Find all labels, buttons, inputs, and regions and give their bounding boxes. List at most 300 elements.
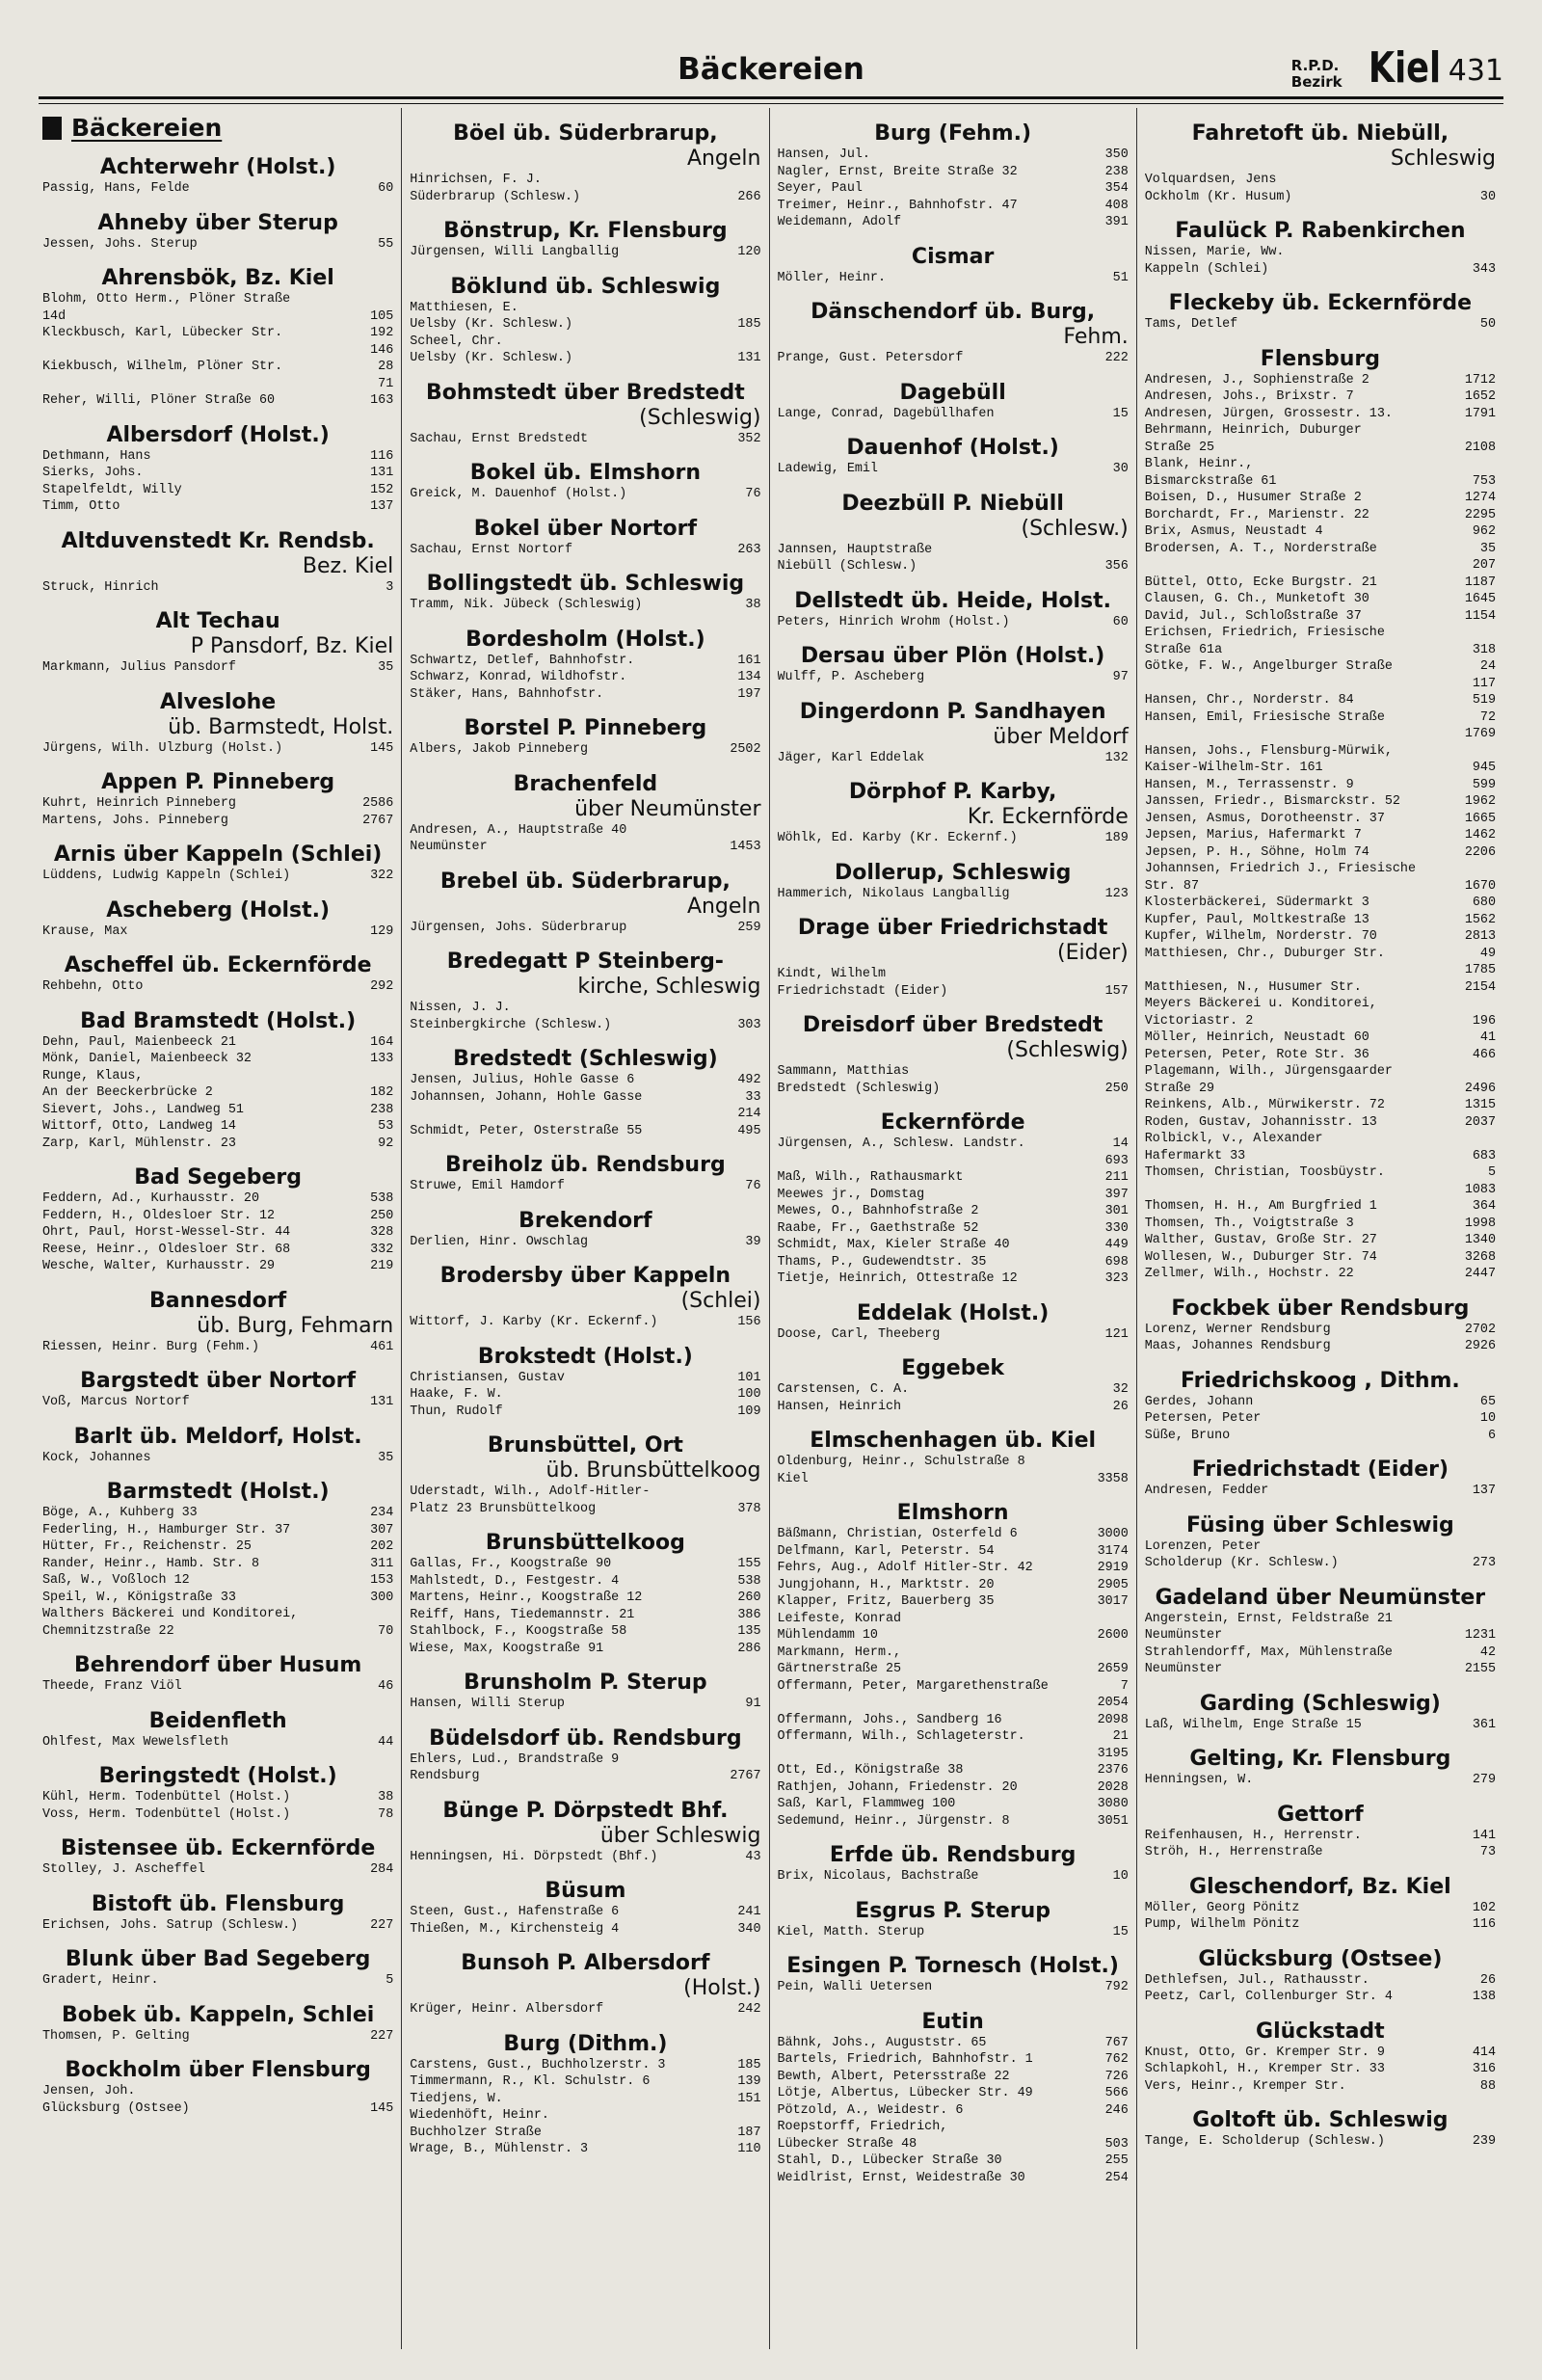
phone-number: 495 xyxy=(737,1123,761,1138)
phone-number: 316 xyxy=(1472,2062,1496,2076)
place-heading-line: Ascheffel üb. Eckernförde xyxy=(64,953,372,977)
place-heading xyxy=(1145,1369,1496,1394)
phone-number: 161 xyxy=(737,653,761,668)
phone-number: 26 xyxy=(1112,1399,1129,1414)
phone-number: 102 xyxy=(1472,1900,1496,1915)
list-item xyxy=(1145,388,1496,406)
list-item xyxy=(42,1606,393,1623)
entry-name: Blohm, Otto Herm., Plöner Straße xyxy=(42,292,291,307)
phone-number: 1670 xyxy=(1464,878,1496,894)
list-item xyxy=(1145,1661,1496,1678)
entry-name: Rendsburg xyxy=(410,1769,480,1783)
entry-name: Buchholzer Straße xyxy=(410,2125,542,2140)
square-bullet-icon xyxy=(42,117,62,140)
phone-number: 196 xyxy=(1472,1013,1496,1029)
place-heading-line: Beidenfleth xyxy=(148,1708,287,1733)
entry-name: Stäker, Hans, Bahnhofstr. xyxy=(410,686,604,702)
entry-name: Hansen, Johs., Flensburg-Mürwik, xyxy=(1144,743,1393,759)
phone-number: 2108 xyxy=(1464,440,1496,455)
phone-number: 30 xyxy=(1479,189,1496,204)
list-item xyxy=(1145,1828,1496,1845)
entry-name: Zellmer, Wilh., Hochstr. 22 xyxy=(1144,1267,1354,1281)
entry-name: Derlien, Hinr. Owschlag xyxy=(410,1234,589,1249)
phone-number: 2586 xyxy=(362,796,394,811)
phone-number: 492 xyxy=(737,1073,761,1087)
phone-number: 214 xyxy=(737,1107,761,1121)
list-item xyxy=(42,1102,393,1119)
list-item xyxy=(778,1081,1129,1098)
entry-name: Tramm, Nik. Jübeck (Schleswig) xyxy=(410,598,643,612)
place-heading xyxy=(410,2032,760,2057)
list-item xyxy=(1145,996,1496,1013)
list-item xyxy=(778,1136,1129,1153)
list-item xyxy=(42,1051,393,1068)
entry-name: Struck, Hinrich xyxy=(42,579,159,595)
list-item xyxy=(1145,490,1496,507)
list-item xyxy=(42,342,393,360)
entry-name: Schwarz, Konrad, Wildhofstr. xyxy=(410,670,627,684)
list-item xyxy=(1145,676,1496,693)
list-item xyxy=(42,308,393,326)
list-item xyxy=(410,1178,760,1195)
list-item xyxy=(778,1471,1129,1488)
list-item xyxy=(42,1505,393,1522)
phone-number: 263 xyxy=(737,542,761,557)
place-heading-line: Bordesholm (Holst.) xyxy=(465,627,705,652)
entry-name: Wittorf, Otto, Landweg 14 xyxy=(42,1119,236,1134)
list-item xyxy=(778,350,1129,367)
list-item xyxy=(1145,1338,1496,1355)
list-item xyxy=(778,2102,1129,2120)
phone-number: 1187 xyxy=(1464,575,1496,590)
phone-number: 187 xyxy=(737,2125,761,2140)
place-heading xyxy=(410,121,760,172)
place-heading-line: Bad Segeberg xyxy=(134,1165,302,1190)
entry-name: Passig, Hans, Felde xyxy=(42,181,190,196)
list-item xyxy=(1145,1216,1496,1233)
list-item xyxy=(1145,372,1496,389)
phone-number: 42 xyxy=(1479,1645,1496,1660)
list-item xyxy=(1145,1148,1496,1165)
phone-number: 100 xyxy=(737,1387,761,1402)
list-item xyxy=(410,1089,760,1107)
place-heading-line: Böklund üb. Schleswig xyxy=(450,274,721,299)
entry-name: Jürgens, Wilh. Ulzburg (Holst.) xyxy=(42,740,283,756)
entry-name: Glücksburg (Ostsee) xyxy=(42,2100,190,2116)
phone-number: 386 xyxy=(737,1607,761,1622)
place-heading xyxy=(42,1425,393,1450)
entry-name: Neumünster xyxy=(410,840,488,854)
entry-name: Rathjen, Johann, Friedenstr. 20 xyxy=(777,1779,1018,1795)
list-item xyxy=(42,325,393,342)
place-heading xyxy=(42,1947,393,1972)
place-heading xyxy=(778,780,1129,830)
entry-name: David, Jul., Schloßstraße 37 xyxy=(1144,608,1362,624)
entry-name: Straße 25 xyxy=(1144,440,1215,455)
phone-number: 1083 xyxy=(1464,1182,1496,1197)
list-item xyxy=(778,1399,1129,1416)
page-number: 431 xyxy=(1448,54,1503,88)
phone-number: 301 xyxy=(1104,1204,1129,1218)
place-heading-line: Dersau über Plön (Holst.) xyxy=(800,644,1105,668)
entry-name: Lange, Conrad, Dagebüllhafen xyxy=(777,406,995,421)
entry-name: Weidemann, Adolf xyxy=(777,215,902,229)
list-item xyxy=(1145,1394,1496,1411)
phone-number: 5 xyxy=(386,1973,394,1988)
entry-name: Steinbergkirche (Schlesw.) xyxy=(410,1017,612,1032)
place-heading-line: Dänschendorf üb. Burg, xyxy=(811,300,1096,324)
entry-name: Möller, Georg Pönitz xyxy=(1144,1900,1300,1915)
place-heading xyxy=(410,572,760,597)
entry-name: Jensen, Julius, Hohle Gasse 6 xyxy=(410,1073,635,1087)
list-item xyxy=(1145,912,1496,929)
place-heading xyxy=(42,1653,393,1678)
phone-number: 538 xyxy=(737,1573,761,1589)
entry-name: Voß, Marcus Nortorf xyxy=(42,1395,190,1409)
phone-number: 461 xyxy=(370,1339,394,1354)
entry-name: Büttel, Otto, Ecke Burgstr. 21 xyxy=(1144,575,1377,590)
list-item xyxy=(778,966,1129,983)
entry-name: Jürgensen, Johs. Süderbrarup xyxy=(410,920,627,935)
list-item xyxy=(42,1556,393,1573)
entry-name: Hafermarkt 33 xyxy=(1144,1148,1246,1163)
list-item xyxy=(1145,1182,1496,1199)
phone-number: 303 xyxy=(737,1017,761,1032)
entry-name: Stahl, D., Lübecker Straße 30 xyxy=(777,2153,1002,2168)
place-heading-line: Altduvenstedt Kr. Rendsb. xyxy=(61,528,375,553)
column-1 xyxy=(39,108,401,2349)
place-heading-line: Bad Bramstedt (Holst.) xyxy=(80,1008,357,1033)
place-heading xyxy=(1145,2108,1496,2133)
entry-name: Mönk, Daniel, Maienbeeck 32 xyxy=(42,1052,252,1066)
phone-number: 2502 xyxy=(730,742,761,757)
list-item xyxy=(778,886,1129,903)
list-item xyxy=(778,198,1129,215)
entry-name: Uderstadt, Wilh., Adolf-Hitler- xyxy=(410,1484,651,1499)
place-heading xyxy=(778,1954,1129,1979)
place-heading-line: Gelting, Kr. Flensburg xyxy=(1189,1747,1451,1771)
entry-name: Kiel xyxy=(777,1471,809,1486)
place-heading xyxy=(1145,1875,1496,1900)
place-heading-line: Borstel P. Pinneberg xyxy=(464,716,707,740)
place-heading xyxy=(410,381,760,431)
list-item xyxy=(1145,1030,1496,1047)
place-heading xyxy=(778,700,1129,750)
entry-name: Nissen, J. J. xyxy=(410,1001,511,1015)
list-item xyxy=(778,1526,1129,1543)
phone-number: 307 xyxy=(370,1522,394,1538)
phone-number: 72 xyxy=(1479,709,1496,725)
list-item xyxy=(410,316,760,334)
list-item xyxy=(410,1768,760,1785)
list-item xyxy=(778,1063,1129,1081)
list-item xyxy=(42,1224,393,1242)
entry-name: Brix, Nicolaus, Bachstraße xyxy=(777,1869,979,1884)
entry-name: Plagemann, Wilh., Jürgensgaarder xyxy=(1144,1064,1393,1079)
entry-name: Wrage, B., Mühlenstr. 3 xyxy=(410,2142,589,2156)
list-item xyxy=(410,1484,760,1501)
phone-number: 163 xyxy=(370,393,394,408)
place-heading xyxy=(410,869,760,920)
phone-number: 1962 xyxy=(1464,794,1496,809)
entry-name: Reese, Heinr., Oldesloer Str. 68 xyxy=(42,1242,291,1257)
list-item xyxy=(410,350,760,367)
place-heading xyxy=(42,1892,393,1917)
place-heading xyxy=(410,1726,760,1752)
place-heading xyxy=(42,529,393,579)
entry-name: Nissen, Marie, Ww. xyxy=(1144,245,1285,259)
place-heading xyxy=(410,1153,760,1178)
place-heading-line: Eddelak (Holst.) xyxy=(856,1300,1050,1325)
place-heading xyxy=(1145,1803,1496,1828)
list-item xyxy=(1145,557,1496,575)
list-item xyxy=(1145,1538,1496,1556)
phone-number: 28 xyxy=(378,360,394,374)
entry-name: Thomsen, Christian, Toosbüystr. xyxy=(1144,1165,1385,1180)
entry-name: Rehbehn, Otto xyxy=(42,979,144,994)
entry-name: Saß, Karl, Flammweg 100 xyxy=(777,1797,956,1811)
list-item xyxy=(1145,422,1496,440)
phone-number: 15 xyxy=(1112,406,1129,421)
phone-number: 207 xyxy=(1472,558,1496,573)
entry-name: Neumünster xyxy=(1144,1628,1223,1643)
phone-number: 1791 xyxy=(1464,406,1496,421)
phone-number: 3358 xyxy=(1097,1471,1129,1486)
list-item xyxy=(1145,1013,1496,1030)
place-heading-line: Beringstedt (Holst.) xyxy=(98,1764,337,1788)
list-item xyxy=(42,1917,393,1935)
place-heading xyxy=(42,842,393,868)
entry-name: Petersen, Peter, Rote Str. 36 xyxy=(1144,1047,1369,1062)
place-heading-line: Deezbüll P. Niebüll xyxy=(841,491,1064,516)
entry-name: Gerdes, Johann xyxy=(1144,1394,1254,1409)
list-item xyxy=(1145,172,1496,189)
place-heading xyxy=(1145,1586,1496,1611)
phone-number: 129 xyxy=(370,923,394,939)
place-heading-line: Bunsoh P. Albersdorf xyxy=(461,1951,710,1975)
list-item xyxy=(410,1072,760,1089)
entry-name: Rander, Heinr., Hamb. Str. 8 xyxy=(42,1556,259,1571)
list-item xyxy=(410,1370,760,1387)
entry-name: Hinrichsen, F. J. xyxy=(410,173,542,187)
list-item xyxy=(42,868,393,885)
entry-name: Schlapkohl, H., Kremper Str. 33 xyxy=(1144,2062,1385,2076)
phone-number: 330 xyxy=(1104,1220,1129,1236)
place-heading-line: Brekendorf xyxy=(518,1208,652,1233)
list-item xyxy=(410,2091,760,2108)
phone-number: 21 xyxy=(1112,1729,1129,1744)
place-heading-line: Bredegatt P Steinberg- xyxy=(446,949,724,974)
list-item xyxy=(42,1034,393,1052)
phone-number: 2659 xyxy=(1097,1662,1129,1676)
place-heading xyxy=(1145,219,1496,244)
place-heading-line: Gettorf xyxy=(1277,1802,1364,1827)
phone-number: 284 xyxy=(370,1862,394,1877)
phone-number: 2813 xyxy=(1464,929,1496,944)
list-item xyxy=(778,2051,1129,2069)
place-heading xyxy=(410,949,760,1000)
entry-name: Sachau, Ernst Nortorf xyxy=(410,542,572,557)
phone-number: 1665 xyxy=(1464,811,1496,826)
entry-name: Petersen, Peter xyxy=(1144,1411,1262,1426)
phone-number: 10 xyxy=(1479,1411,1496,1426)
place-heading-line: Alveslohe xyxy=(160,689,277,714)
phone-number: 145 xyxy=(370,740,394,756)
phone-number: 2295 xyxy=(1464,507,1496,522)
entry-name: An der Beeckerbrücke 2 xyxy=(42,1085,213,1100)
place-heading xyxy=(410,517,760,542)
phone-number: 88 xyxy=(1479,2078,1496,2094)
list-item xyxy=(778,1543,1129,1561)
phone-number: 698 xyxy=(1104,1254,1129,1270)
phone-number: 332 xyxy=(370,1242,394,1257)
entry-name: Lübecker Straße 48 xyxy=(777,2136,917,2152)
list-item xyxy=(410,1386,760,1404)
place-heading-line: Büsum xyxy=(545,1879,626,1903)
list-item xyxy=(410,1017,760,1034)
entry-name: Markmann, Julius Pansdorf xyxy=(42,660,236,675)
list-item xyxy=(410,1904,760,1921)
phone-number: 105 xyxy=(370,308,394,324)
place-heading-line: über Neumünster xyxy=(574,796,761,821)
list-item xyxy=(778,2085,1129,2102)
place-heading-line: Friedrichskoog , Dithm. xyxy=(1180,1368,1460,1393)
phone-number: 361 xyxy=(1472,1717,1496,1732)
phone-number: 1645 xyxy=(1464,592,1496,606)
place-heading-line: Bokel üb. Elmshorn xyxy=(469,461,702,485)
list-item xyxy=(1145,1772,1496,1789)
list-item xyxy=(410,1752,760,1769)
entry-name: Leifeste, Konrad xyxy=(777,1611,902,1626)
header-rule-thin xyxy=(39,103,1503,104)
list-item xyxy=(1145,928,1496,946)
list-item xyxy=(410,431,760,448)
phone-number: 133 xyxy=(370,1052,394,1066)
place-heading-line: Dagebüll xyxy=(899,380,1006,405)
phone-number: 311 xyxy=(370,1556,394,1571)
list-item xyxy=(410,2001,760,2019)
list-item xyxy=(410,2057,760,2074)
list-item xyxy=(778,614,1129,631)
entry-name: Hütter, Fr., Reichenstr. 25 xyxy=(42,1539,252,1554)
entry-name: Jepsen, Marius, Hafermarkt 7 xyxy=(1144,828,1362,842)
list-item xyxy=(42,1242,393,1259)
entry-name: Scholderup (Kr. Schlesw.) xyxy=(1144,1556,1339,1570)
entry-name: Reinkens, Alb., Mürwikerstr. 72 xyxy=(1144,1098,1385,1112)
list-item xyxy=(1145,2078,1496,2096)
phone-number: 30 xyxy=(1112,462,1129,476)
place-heading-line: Eutin xyxy=(921,2009,984,2034)
entry-name: Pötzold, A., Weidestr. 6 xyxy=(777,2102,964,2118)
entry-name: Henningsen, W. xyxy=(1144,1773,1254,1787)
phone-number: 202 xyxy=(370,1539,394,1554)
entry-name: Jürgensen, A., Schlesw. Landstr. xyxy=(777,1137,1025,1151)
phone-number: 116 xyxy=(370,448,394,464)
phone-number: 538 xyxy=(370,1191,394,1206)
entry-name: Krüger, Heinr. Albersdorf xyxy=(410,2002,604,2017)
place-heading xyxy=(42,609,393,659)
entry-name: Christiansen, Gustav xyxy=(410,1370,565,1385)
entry-name: Tange, E. Scholderup (Schlesw.) xyxy=(1144,2134,1385,2149)
list-item xyxy=(410,244,760,261)
district-label xyxy=(1291,58,1343,91)
entry-name: Bewth, Albert, Petersstraße 22 xyxy=(777,2069,1010,2084)
place-heading-line: Fockbek über Rendsburg xyxy=(1171,1296,1470,1321)
place-heading-line: Faulück P. Rabenkirchen xyxy=(1175,219,1466,243)
list-item xyxy=(778,1381,1129,1399)
phone-number: 50 xyxy=(1479,317,1496,332)
place-heading-line: Kr. Eckernförde xyxy=(967,805,1129,829)
phone-number: 3000 xyxy=(1097,1527,1129,1541)
list-item xyxy=(1145,1164,1496,1182)
entry-name: Speil, W., Königstraße 33 xyxy=(42,1590,236,1605)
list-item xyxy=(778,2069,1129,2086)
entry-name: 14d xyxy=(42,308,66,324)
entry-name: Straße 61a xyxy=(1144,642,1223,657)
bezirk-label: Bezirk xyxy=(1290,73,1343,91)
phone-number: 157 xyxy=(1104,983,1129,999)
list-item xyxy=(1145,189,1496,206)
entry-name: Strahlendorff, Max, Mühlenstraße xyxy=(1144,1645,1393,1660)
place-heading xyxy=(42,898,393,923)
list-item xyxy=(1145,861,1496,878)
place-heading-line: (Schleswig) xyxy=(1006,1038,1129,1062)
entry-name: Timmermann, R., Kl. Schulstr. 6 xyxy=(410,2074,651,2089)
list-item xyxy=(410,1921,760,1939)
entry-name: Reher, Willi, Plöner Straße 60 xyxy=(42,393,276,408)
entry-name: Offermann, Wilh., Schlageterstr. xyxy=(777,1729,1025,1744)
entry-name: Dethmann, Hans xyxy=(42,448,151,464)
phone-number: 131 xyxy=(370,1395,394,1409)
list-item xyxy=(410,300,760,317)
phone-number: 352 xyxy=(737,431,761,446)
district-city: Kiel xyxy=(1368,43,1441,93)
list-item xyxy=(1145,692,1496,709)
list-item xyxy=(778,164,1129,181)
list-item xyxy=(1145,507,1496,524)
place-heading xyxy=(778,1429,1129,1454)
entry-name: Kupfer, Wilhelm, Norderstr. 70 xyxy=(1144,929,1377,944)
list-item xyxy=(42,465,393,482)
phone-number: 6 xyxy=(1487,1428,1496,1443)
place-heading xyxy=(778,492,1129,542)
phone-number: 378 xyxy=(737,1501,761,1516)
phone-number: 3 xyxy=(386,579,394,595)
list-item xyxy=(410,686,760,704)
place-heading-line: (Schlei) xyxy=(680,1289,761,1313)
list-item xyxy=(1145,591,1496,608)
place-heading xyxy=(778,245,1129,270)
phone-number: 101 xyxy=(737,1370,761,1385)
list-item xyxy=(1145,642,1496,659)
list-item xyxy=(42,1258,393,1275)
entry-name: Borchardt, Fr., Marienstr. 22 xyxy=(1144,507,1369,522)
entry-name: Prange, Gust. Petersdorf xyxy=(777,351,964,365)
phone-number: 185 xyxy=(737,317,761,332)
entry-name: Markmann, Herm., xyxy=(777,1645,902,1660)
phone-number: 792 xyxy=(1104,1980,1129,1994)
phone-number: 24 xyxy=(1479,659,1496,674)
place-heading-line: Albersdorf (Holst.) xyxy=(106,422,330,447)
phone-number: 92 xyxy=(378,1136,394,1151)
place-heading xyxy=(42,690,393,740)
entry-name: Mühlendamm 10 xyxy=(777,1628,878,1643)
list-item xyxy=(410,1234,760,1251)
place-heading-line: Bredstedt (Schleswig) xyxy=(453,1047,718,1071)
list-item xyxy=(410,653,760,670)
place-heading-line: Bez. Kiel xyxy=(302,553,394,578)
entry-name: Henningsen, Hi. Dörpstedt (Bhf.) xyxy=(410,1849,658,1864)
